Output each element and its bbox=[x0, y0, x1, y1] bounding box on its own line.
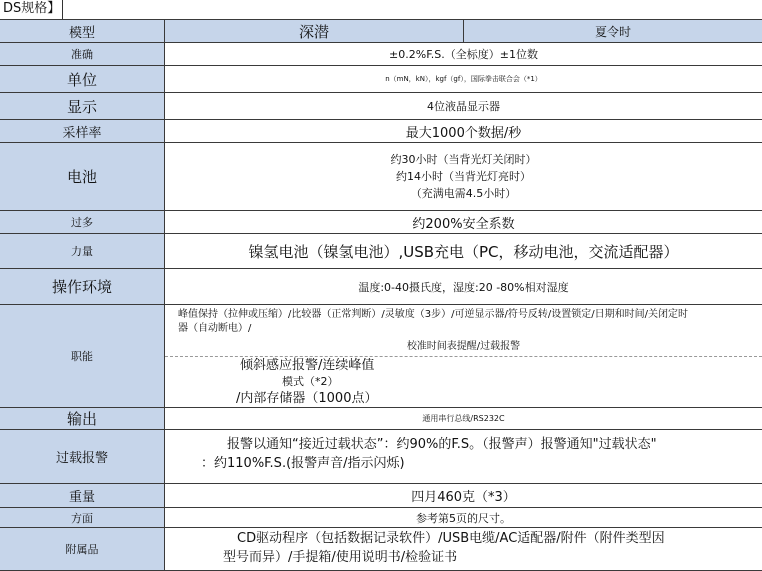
battery-line-2: 约14小时（当背光灯亮时） bbox=[396, 170, 531, 183]
value-overload-alarm bbox=[165, 430, 762, 483]
accessories-line-2: 型号而异）/手提箱/使用说明书/检验证书 bbox=[223, 550, 458, 565]
value-functions bbox=[165, 305, 762, 407]
row-power bbox=[0, 233, 762, 268]
row-battery bbox=[0, 142, 762, 210]
functions-line-2: 器（自动断电）/ bbox=[178, 323, 252, 334]
row-functions bbox=[0, 304, 762, 407]
row-overload-capacity bbox=[0, 210, 762, 233]
functions-line-4: 倾斜感应报警/连续峰值 bbox=[240, 358, 375, 373]
value-sampling: 最大1000个数据/秒 bbox=[405, 125, 522, 141]
value-accuracy: ±0.2%F.S.（全标度）±1位数 bbox=[389, 48, 538, 61]
label-output: 输出 bbox=[0, 408, 165, 429]
battery-line-3: （充满电需4.5小时） bbox=[410, 187, 517, 200]
row-display bbox=[0, 92, 762, 119]
functions-line-3: 校准时间表提醒/过载报警 bbox=[406, 341, 521, 352]
label-battery: 电池 bbox=[0, 143, 165, 210]
label-overload-capacity: 过多 bbox=[0, 211, 165, 233]
row-unit bbox=[0, 65, 762, 92]
row-weight bbox=[0, 483, 762, 507]
row-environment bbox=[0, 268, 762, 304]
label-accessories: 附属品 bbox=[0, 528, 165, 570]
value-battery bbox=[165, 143, 762, 210]
header-col-deep: 深潜 bbox=[165, 20, 464, 42]
label-power: 力量 bbox=[0, 234, 165, 268]
value-dimensions: 参考第5页的尺寸。 bbox=[416, 511, 511, 525]
label-environment: 操作环境 bbox=[0, 269, 165, 304]
row-accessories bbox=[0, 527, 762, 571]
accessories-line-1: CD驱动程序（包括数据记录软件）/USB电缆/AC适配器/附件（附件类型因 bbox=[237, 531, 665, 546]
row-dimensions bbox=[0, 507, 762, 527]
label-sampling: 采样率 bbox=[0, 120, 165, 142]
row-sampling bbox=[0, 119, 762, 142]
value-unit: n（mN，kN），kgf（gf），国际拳击联合会（*1） bbox=[385, 75, 542, 83]
table-header-row bbox=[0, 19, 762, 42]
functions-line-1: 峰值保持（拉伸或压缩）/比较器（正常判断）/灵敏度（3步）/可逆显示器/符号反转/设置锁定/日期和时间/关闭定时 bbox=[178, 309, 688, 320]
label-overload-alarm: 过载报警 bbox=[0, 430, 165, 483]
label-dimensions: 方面 bbox=[0, 508, 165, 527]
label-unit: 单位 bbox=[0, 66, 165, 92]
header-col-dst: 夏令时 bbox=[464, 20, 762, 42]
value-output: 通用串行总线/RS232C bbox=[422, 414, 505, 423]
value-overload-capacity: 约200%安全系数 bbox=[412, 216, 515, 232]
functions-line-6: /内部存储器（1000点） bbox=[236, 391, 378, 406]
value-environment: 温度:0-40摄氏度，湿度:20 -80%相对湿度 bbox=[358, 280, 569, 294]
header-model-label: 模型 bbox=[0, 20, 165, 42]
label-display: 显示 bbox=[0, 93, 165, 119]
spec-table bbox=[0, 19, 762, 570]
row-accuracy bbox=[0, 42, 762, 65]
page-title: DS规格】 bbox=[1, 0, 63, 20]
row-output bbox=[0, 407, 762, 429]
value-display: 4位液晶显示器 bbox=[427, 100, 500, 113]
value-accessories bbox=[165, 528, 762, 570]
functions-line-5: 模式（*2） bbox=[282, 375, 339, 388]
battery-line-1: 约30小时（当背光灯关闭时） bbox=[390, 153, 537, 166]
row-overload-alarm bbox=[0, 429, 762, 483]
label-weight: 重量 bbox=[0, 484, 165, 507]
value-weight: 四月460克（*3） bbox=[411, 490, 516, 505]
label-functions: 职能 bbox=[0, 305, 165, 407]
overload-alarm-line-2: ：约110%F.S.(报警声音/指示闪烁) bbox=[201, 456, 405, 471]
overload-alarm-line-1: 报警以通知“接近过载状态”：约90%的F.S。（报警声）报警通知"过载状态" bbox=[227, 437, 657, 452]
value-power: 镍氢电池（镍氢电池）,USB充电（PC，移动电池，交流适配器） bbox=[248, 242, 679, 261]
label-accuracy: 准确 bbox=[0, 43, 165, 65]
